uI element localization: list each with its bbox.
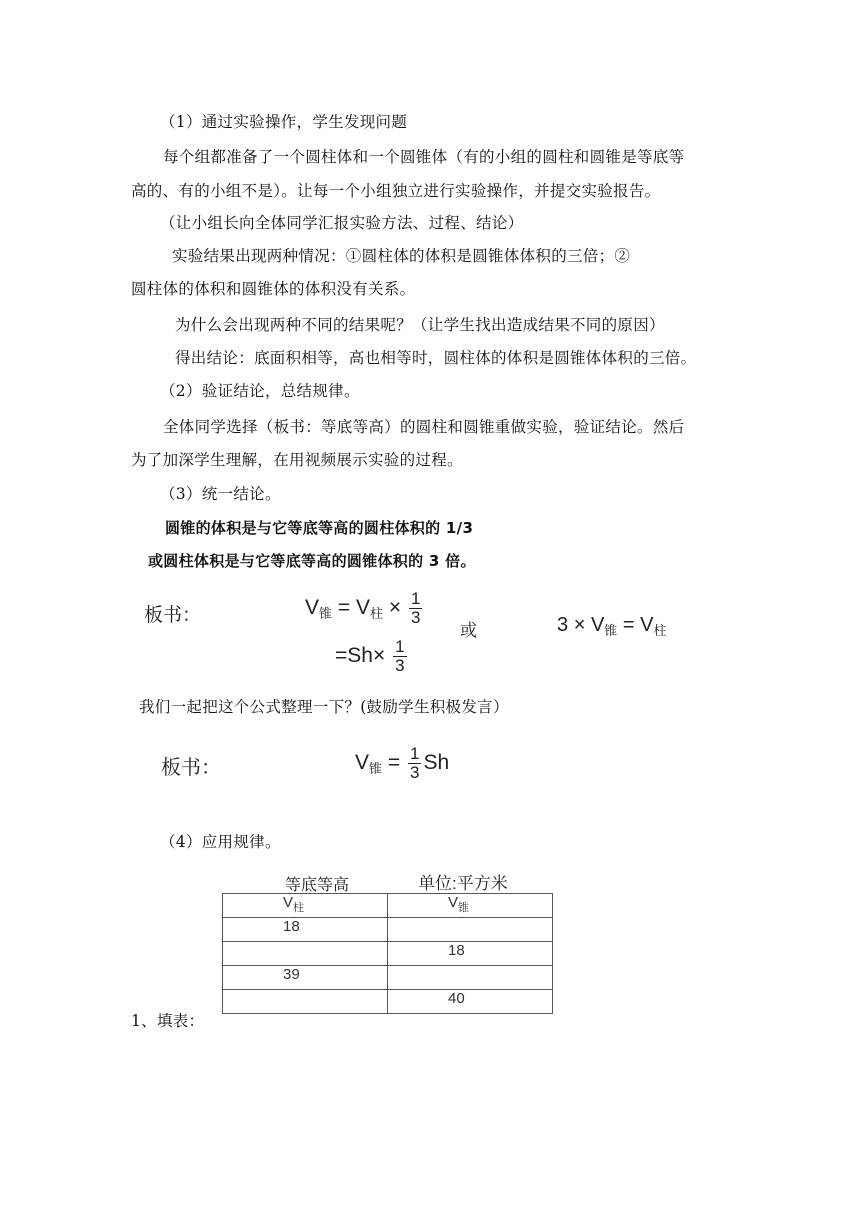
para-step1-title: （1）通过实验操作，学生发现问题 — [160, 113, 408, 131]
board2-fraction: $\frac{1}{3}$ — [409, 744, 420, 782]
table-row — [223, 966, 553, 990]
para-fill-table: 1、填表： — [131, 1012, 205, 1030]
para-conclusion: 得出结论：底面积相等，高也相等时，圆柱体的体积是圆锥体体积的三倍。 — [175, 349, 697, 367]
table-row — [223, 942, 553, 966]
table-caption-left: 等底等高 — [285, 877, 350, 894]
para-why: 为什么会出现两种不同的结果呢？（让学生找出造成结果不同的原因） — [175, 316, 665, 334]
table-cell[interactable]: 39 — [223, 966, 388, 990]
table-cell[interactable] — [388, 918, 553, 942]
para-verify-line1: 全体同学选择（板书：等底等高）的圆柱和圆锥重做实验，验证结论。然后 — [163, 418, 685, 436]
para-prep-line1: 每个组都准备了一个圆柱体和一个圆锥体（有的小组的圆柱和圆锥是等底等 — [163, 148, 685, 166]
para-verify-line2: 为了加深学生理解，在用视频展示实验的过程。 — [131, 451, 463, 469]
table-cell[interactable] — [223, 990, 388, 1014]
para-step2-title: （2）验证结论，总结规律。 — [160, 382, 360, 400]
header-v-cone: $V_锥$ — [388, 894, 553, 918]
board1-v-cone: $V_锥$ — [305, 596, 333, 622]
table-cell[interactable]: 40 — [388, 990, 553, 1014]
table-cell[interactable]: 18 — [388, 942, 553, 966]
table-cell[interactable] — [223, 942, 388, 966]
table-cell[interactable]: 18 — [223, 918, 388, 942]
bold-conclusion-line2: 或圆柱体积是与它等底等高的圆锥体积的 3 倍。 — [148, 552, 476, 570]
table-row — [223, 990, 553, 1014]
board1-formula-alt: $3 \times V_锥 = V_柱$ — [557, 614, 667, 638]
board2-formula: $V_锥$ = $\frac{1}{3}$ Sh — [355, 744, 450, 782]
para-step3-title: （3）统一结论。 — [160, 485, 281, 503]
para-prep-line2: 高的、有的小组不是）。让每一个小组独立进行实验操作，并提交实验报告。 — [131, 182, 661, 200]
bold-conclusion-line1: 圆锥的体积是与它等底等高的圆柱体积的 1/3 — [165, 519, 474, 537]
table-row — [223, 918, 553, 942]
header-v-cylinder: $V_柱$ — [223, 894, 388, 918]
board1-v-cyl: $V_柱$ — [355, 596, 384, 622]
board1-fraction-1: $\frac{1}{3}$ — [410, 589, 421, 627]
fill-in-table — [222, 893, 553, 1014]
board1-or: 或 — [460, 621, 477, 640]
board2-label: 板书： — [161, 757, 221, 779]
table-caption-right: 单位:平方米 — [418, 874, 508, 893]
para-results-line1: 实验结果出现两种情况：①圆柱体的体积是圆锥体体积的三倍；② — [172, 247, 631, 265]
board1-fraction-2: $\frac{1}{3}$ — [395, 637, 405, 675]
table-cell[interactable] — [388, 966, 553, 990]
board1-formula-line1: $V_锥 = V_柱$ × $\frac{1}{3}$ — [305, 589, 421, 627]
para-step4-title: （4）应用规律。 — [160, 833, 281, 851]
para-results-line2: 圆柱体的体积和圆锥体的体积没有关系。 — [131, 280, 416, 298]
para-report: （让小组长向全体同学汇报实验方法、过程、结论） — [160, 214, 524, 232]
board1-formula-line2: =Sh× $\frac{1}{3}$ — [335, 637, 405, 675]
board1-label: 板书： — [144, 605, 202, 626]
para-organize: 我们一起把这个公式整理一下？(鼓励学生积极发言） — [139, 698, 509, 716]
table-header-row — [223, 894, 553, 918]
